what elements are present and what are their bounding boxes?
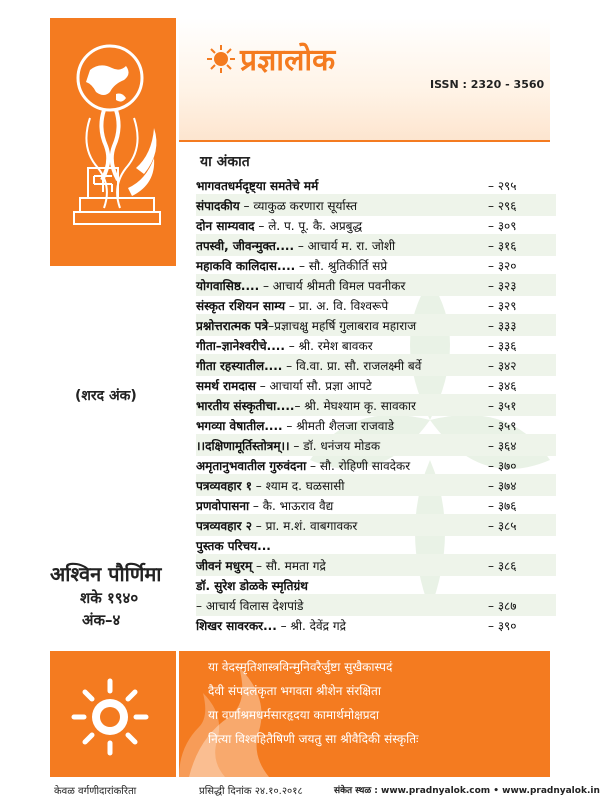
article-title: डॉ. सुरेश डोळके स्मृतिग्रंथ bbox=[196, 579, 308, 593]
article-author: – आचार्य म. रा. जोशी bbox=[294, 239, 396, 253]
article-title: ।।दक्षिणामूर्तिस्तोत्रम्।। bbox=[196, 439, 290, 453]
toc-title bbox=[196, 177, 318, 194]
sun-panel bbox=[50, 651, 176, 777]
issue-number: अंक–४ bbox=[82, 611, 121, 629]
toc-row bbox=[196, 494, 556, 516]
article-title: समर्थ रामदास bbox=[196, 379, 256, 393]
article-author: – व्याकुळ करणारा सूर्यास्त bbox=[239, 199, 358, 213]
page-number: – ३८६ bbox=[488, 559, 517, 573]
toc-row bbox=[196, 314, 556, 336]
toc-title bbox=[196, 217, 362, 234]
article-title: प्रणवोपासना bbox=[196, 499, 250, 513]
header-rule bbox=[179, 140, 550, 142]
toc-title bbox=[196, 397, 416, 414]
page-number: – ३३६ bbox=[488, 339, 517, 353]
toc-title bbox=[196, 497, 333, 514]
issn-number: ISSN : 2320 - 3560 bbox=[430, 78, 545, 91]
article-title: महाकवि कालिदास.... bbox=[196, 259, 296, 273]
page-number: – ३८५ bbox=[488, 519, 517, 533]
page-number: – ३२३ bbox=[488, 279, 517, 293]
toc-row bbox=[196, 534, 556, 556]
issue-season: (शरद अंक) bbox=[75, 388, 137, 404]
toc-title bbox=[196, 617, 346, 634]
verse-line: दैवी संपदलंकृता भगवता श्रीशेन संरक्षिता bbox=[208, 684, 381, 698]
verse-line: या वर्णाश्रमधर्मसारहृदया कामार्थमोक्षप्रदा bbox=[208, 708, 380, 722]
article-title: दोन साम्यवाद bbox=[196, 219, 255, 233]
page-number: – ३७० bbox=[488, 459, 517, 473]
article-author: –प्रज्ञाचक्षु महर्षि गुलाबराव महाराज bbox=[268, 319, 417, 333]
article-author: – श्री. मेघश्याम कृ. सावकार bbox=[294, 399, 416, 413]
issue-month: अश्विन पौर्णिमा bbox=[50, 562, 162, 586]
article-title: भारतीय संस्कृतीचा.... bbox=[196, 399, 295, 413]
issue-year: शके १९४० bbox=[80, 589, 139, 607]
toc-row bbox=[196, 394, 556, 416]
toc-row bbox=[196, 254, 556, 276]
article-author: – वि.वा. प्रा. सौ. राजलक्ष्मी बर्वे bbox=[282, 359, 422, 373]
page-number: – ३७४ bbox=[488, 479, 517, 493]
publish-date: प्रसिद्धी दिनांक २४.१०.२०१८ bbox=[199, 786, 303, 797]
article-title: तपस्वी, जीवन्मुक्त.... bbox=[196, 239, 295, 253]
toc-title bbox=[196, 277, 405, 294]
article-author: – श्याम द. घळसासी bbox=[251, 479, 345, 493]
toc-title bbox=[196, 457, 410, 474]
article-author: – प्रा. अ. वि. विश्वरूपे bbox=[285, 299, 389, 313]
article-author: – श्री. देवेंद्र गद्रे bbox=[276, 619, 347, 633]
page-number: – ३४२ bbox=[488, 359, 517, 373]
emblem-panel bbox=[50, 18, 176, 266]
toc-row bbox=[196, 574, 556, 596]
page-number: – ३९० bbox=[488, 619, 517, 633]
article-title: अमृतानुभवातील गुरुवंदना bbox=[196, 459, 307, 473]
article-author: – श्रीमती शैलजा राजवाडे bbox=[282, 419, 394, 433]
toc-title bbox=[196, 317, 416, 334]
article-title: जीवनं मधुरम् bbox=[196, 559, 253, 573]
toc-title bbox=[196, 237, 395, 254]
globe-torch-emblem-icon bbox=[50, 18, 176, 266]
toc-row bbox=[196, 334, 556, 356]
toc-row bbox=[196, 374, 556, 396]
article-title: पत्रव्यवहार १ bbox=[196, 479, 252, 493]
toc-title bbox=[196, 577, 308, 594]
page-number: – ३२९ bbox=[488, 299, 517, 313]
magazine-title: प्रज्ञालोक bbox=[240, 43, 336, 78]
toc-title bbox=[196, 337, 373, 354]
article-author: – प्रा. म.शं. वाबगावकर bbox=[251, 519, 358, 533]
page-number: – ३१६ bbox=[488, 239, 517, 253]
sun-logo-icon bbox=[206, 44, 236, 74]
verse-line: या वेदस्मृतिशास्त्रविन्मुनिवरैर्जुष्टा सुखैकास्पदं bbox=[208, 660, 393, 674]
toc-row bbox=[196, 554, 556, 576]
toc-title bbox=[196, 517, 357, 534]
toc-row bbox=[196, 514, 556, 536]
article-author: – सौ. ममता गद्रे bbox=[252, 559, 326, 573]
toc-title bbox=[196, 477, 344, 494]
article-title: संस्कृत रशियन साम्य bbox=[196, 299, 286, 313]
article-author: – श्री. रमेश बावकर bbox=[284, 339, 373, 353]
page-number: – ३०९ bbox=[488, 219, 517, 233]
toc-row bbox=[196, 174, 556, 196]
article-title: भगव्या वेषातील.... bbox=[196, 419, 283, 433]
toc-row bbox=[196, 214, 556, 236]
toc-title bbox=[196, 377, 372, 394]
toc-row bbox=[196, 294, 556, 316]
page-number: – ३५१ bbox=[488, 399, 517, 413]
article-author: – आचार्य श्रीमती विमल पवनीकर bbox=[259, 279, 406, 293]
toc-row bbox=[196, 594, 556, 616]
subscriber-note: केवळ वर्गणीदारांकरिता bbox=[54, 786, 137, 797]
page-number: – २९६ bbox=[488, 199, 517, 213]
article-author: – कै. भाऊराव वैद्य bbox=[249, 499, 334, 513]
toc-row bbox=[196, 434, 556, 456]
toc-row bbox=[196, 474, 556, 496]
contents-heading: या अंकात bbox=[200, 154, 250, 170]
article-title: गीता रहस्यातील.... bbox=[196, 359, 283, 373]
verse-line: नित्या विश्वहितैषिणी जयतु सा श्रीवैदिकी संस्कृतिः bbox=[208, 732, 419, 746]
website-links: संकेत स्थळ : www.pradnyalok.com • www.pradnyalok.in bbox=[334, 786, 600, 796]
article-title: संपादकीय bbox=[196, 199, 240, 213]
article-author: – डॉ. धनंजय मोडक bbox=[289, 439, 381, 453]
article-title: गीता–ज्ञानेश्वरीचे.... bbox=[196, 339, 285, 353]
toc-row bbox=[196, 414, 556, 436]
toc-title bbox=[196, 357, 421, 374]
toc-title bbox=[196, 537, 271, 554]
toc-title bbox=[196, 597, 303, 614]
article-title: पत्रव्यवहार २ bbox=[196, 519, 252, 533]
article-author: – सौ. रोहिणी सावदेकर bbox=[306, 459, 411, 473]
toc-row bbox=[196, 234, 556, 256]
article-author: – ले. प. पू. कै. अप्रबुद्ध bbox=[254, 219, 363, 233]
toc-row bbox=[196, 614, 556, 636]
toc-row bbox=[196, 354, 556, 376]
article-title: पुस्तक परिचय... bbox=[196, 539, 271, 553]
toc-title bbox=[196, 257, 387, 274]
page-number: – ३४६ bbox=[488, 379, 517, 393]
article-title: शिखर सावरकर... bbox=[196, 619, 277, 633]
page-number: – ३२० bbox=[488, 259, 517, 273]
sun-emblem-icon bbox=[50, 651, 176, 777]
page-number: – ३७६ bbox=[488, 499, 517, 513]
article-author: – आचार्या सौ. प्रज्ञा आपटे bbox=[255, 379, 372, 393]
article-author: – आचार्य विलास देशपांडे bbox=[196, 599, 304, 613]
page-number: – ३८७ bbox=[488, 599, 517, 613]
article-title: प्रश्नोत्तरात्मक पत्रे bbox=[196, 319, 269, 333]
page-number: – ३३३ bbox=[488, 319, 517, 333]
article-title: भागवतधर्मदृष्ट्या समतेचे मर्म bbox=[196, 179, 319, 193]
toc-title bbox=[196, 437, 380, 454]
toc-title bbox=[196, 557, 326, 574]
toc-row bbox=[196, 274, 556, 296]
page-number: – ३५९ bbox=[488, 419, 517, 433]
page-number: – ३६४ bbox=[488, 439, 517, 453]
article-author: – सौ. श्रुतिकीर्ति सप्रे bbox=[295, 259, 388, 273]
toc-row bbox=[196, 454, 556, 476]
article-title: योगवासिष्ठ.... bbox=[196, 279, 260, 293]
toc-row bbox=[196, 194, 556, 216]
toc-title bbox=[196, 197, 357, 214]
toc-title bbox=[196, 417, 394, 434]
toc-title bbox=[196, 297, 388, 314]
page-number: – २९५ bbox=[488, 179, 517, 193]
